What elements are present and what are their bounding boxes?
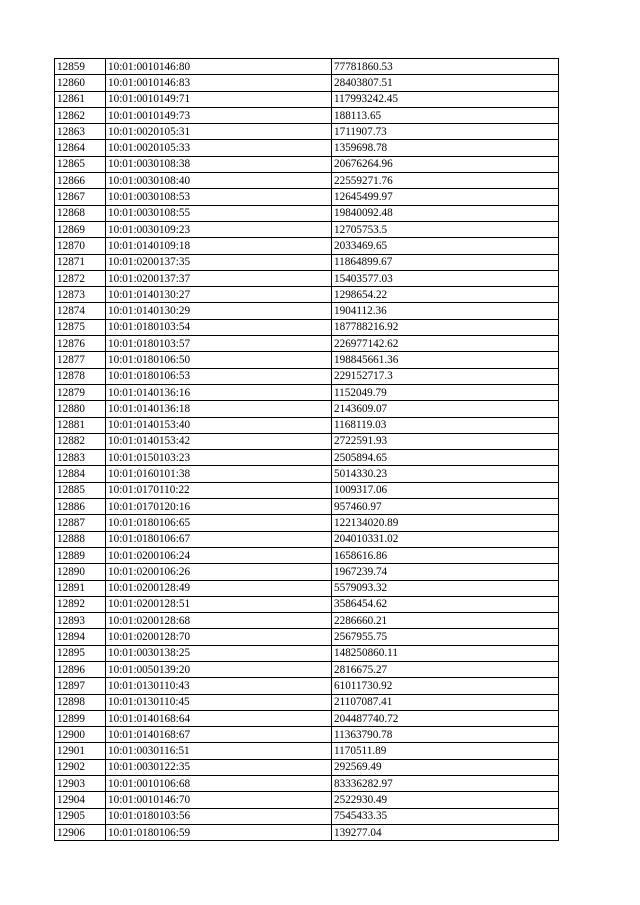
table-row xyxy=(55,401,559,417)
row-number-cell: 12859 xyxy=(55,59,106,75)
table-row xyxy=(55,743,559,759)
cadastral-number-cell: 10:01:0140153:40 xyxy=(106,417,332,433)
value-cell: 7545433.35 xyxy=(332,808,559,824)
row-number-cell: 12875 xyxy=(55,319,106,335)
table-row xyxy=(55,270,559,286)
table-row xyxy=(55,254,559,270)
cadastral-number-cell: 10:01:0010106:68 xyxy=(106,776,332,792)
value-cell: 22559271.76 xyxy=(332,173,559,189)
value-cell: 11864899.67 xyxy=(332,254,559,270)
row-number-cell: 12870 xyxy=(55,238,106,254)
value-cell: 1168119.03 xyxy=(332,417,559,433)
value-cell: 2143609.07 xyxy=(332,401,559,417)
row-number-cell: 12895 xyxy=(55,645,106,661)
cadastral-number-cell: 10:01:0020105:33 xyxy=(106,140,332,156)
cadastral-number-cell: 10:01:0020105:31 xyxy=(106,124,332,140)
value-cell: 1152049.79 xyxy=(332,384,559,400)
value-cell: 2286660.21 xyxy=(332,613,559,629)
row-number-cell: 12896 xyxy=(55,661,106,677)
table-row xyxy=(55,368,559,384)
row-number-cell: 12904 xyxy=(55,792,106,808)
row-number-cell: 12898 xyxy=(55,694,106,710)
value-cell: 1967239.74 xyxy=(332,564,559,580)
cadastral-number-cell: 10:01:0030108:53 xyxy=(106,189,332,205)
table-row xyxy=(55,173,559,189)
row-number-cell: 12884 xyxy=(55,466,106,482)
table-body xyxy=(55,59,559,841)
cadastral-number-cell: 10:01:0140136:18 xyxy=(106,401,332,417)
cadastral-number-cell: 10:01:0010146:83 xyxy=(106,75,332,91)
value-cell: 12705753.5 xyxy=(332,221,559,237)
row-number-cell: 12885 xyxy=(55,482,106,498)
table-row xyxy=(55,580,559,596)
value-cell: 188113.65 xyxy=(332,107,559,123)
table-row xyxy=(55,824,559,840)
table-row xyxy=(55,287,559,303)
table-row xyxy=(55,515,559,531)
table-row xyxy=(55,531,559,547)
table-row xyxy=(55,59,559,75)
cadastral-number-cell: 10:01:0200128:70 xyxy=(106,629,332,645)
row-number-cell: 12871 xyxy=(55,254,106,270)
table-row xyxy=(55,319,559,335)
value-cell: 21107087.41 xyxy=(332,694,559,710)
value-cell: 12645499.97 xyxy=(332,189,559,205)
table-row xyxy=(55,629,559,645)
value-cell: 2567955.75 xyxy=(332,629,559,645)
table-row xyxy=(55,107,559,123)
value-cell: 139277.04 xyxy=(332,824,559,840)
table-row xyxy=(55,450,559,466)
row-number-cell: 12876 xyxy=(55,336,106,352)
table-row xyxy=(55,221,559,237)
row-number-cell: 12883 xyxy=(55,450,106,466)
value-cell: 122134020.89 xyxy=(332,515,559,531)
table-row xyxy=(55,482,559,498)
table-row xyxy=(55,678,559,694)
value-cell: 1298654.22 xyxy=(332,287,559,303)
value-cell: 2033469.65 xyxy=(332,238,559,254)
cadastral-number-cell: 10:01:0030122:35 xyxy=(106,759,332,775)
cadastral-number-cell: 10:01:0180103:57 xyxy=(106,336,332,352)
value-cell: 2816675.27 xyxy=(332,661,559,677)
value-cell: 1904112.36 xyxy=(332,303,559,319)
cadastral-number-cell: 10:01:0140109:18 xyxy=(106,238,332,254)
table-row xyxy=(55,808,559,824)
row-number-cell: 12900 xyxy=(55,727,106,743)
cadastral-number-cell: 10:01:0030108:40 xyxy=(106,173,332,189)
value-cell: 198845661.36 xyxy=(332,352,559,368)
table-row xyxy=(55,661,559,677)
row-number-cell: 12888 xyxy=(55,531,106,547)
table-row xyxy=(55,384,559,400)
row-number-cell: 12866 xyxy=(55,173,106,189)
table-row xyxy=(55,564,559,580)
table-row xyxy=(55,336,559,352)
row-number-cell: 12889 xyxy=(55,547,106,563)
cadastral-number-cell: 10:01:0180106:67 xyxy=(106,531,332,547)
row-number-cell: 12867 xyxy=(55,189,106,205)
cadastral-number-cell: 10:01:0130110:45 xyxy=(106,694,332,710)
row-number-cell: 12861 xyxy=(55,91,106,107)
value-cell: 292569.49 xyxy=(332,759,559,775)
cadastral-number-cell: 10:01:0180106:59 xyxy=(106,824,332,840)
value-cell: 957460.97 xyxy=(332,499,559,515)
value-cell: 61011730.92 xyxy=(332,678,559,694)
row-number-cell: 12882 xyxy=(55,433,106,449)
value-cell: 83336282.97 xyxy=(332,776,559,792)
cadastral-number-cell: 10:01:0150103:23 xyxy=(106,450,332,466)
value-cell: 3586454.62 xyxy=(332,596,559,612)
table-row xyxy=(55,759,559,775)
cadastral-number-cell: 10:01:0050139:20 xyxy=(106,661,332,677)
cadastral-number-cell: 10:01:0170110:22 xyxy=(106,482,332,498)
value-cell: 2522930.49 xyxy=(332,792,559,808)
cadastral-number-cell: 10:01:0130110:43 xyxy=(106,678,332,694)
row-number-cell: 12862 xyxy=(55,107,106,123)
value-cell: 204487740.72 xyxy=(332,710,559,726)
row-number-cell: 12901 xyxy=(55,743,106,759)
row-number-cell: 12903 xyxy=(55,776,106,792)
cadastral-number-cell: 10:01:0180103:54 xyxy=(106,319,332,335)
cadastral-number-cell: 10:01:0180106:50 xyxy=(106,352,332,368)
cadastral-number-cell: 10:01:0140168:67 xyxy=(106,727,332,743)
table-row xyxy=(55,645,559,661)
table-row xyxy=(55,792,559,808)
cadastral-number-cell: 10:01:0200137:37 xyxy=(106,270,332,286)
value-cell: 1009317.06 xyxy=(332,482,559,498)
row-number-cell: 12874 xyxy=(55,303,106,319)
cadastral-number-cell: 10:01:0010149:71 xyxy=(106,91,332,107)
cadastral-number-cell: 10:01:0140168:64 xyxy=(106,710,332,726)
cadastral-number-cell: 10:01:0030116:51 xyxy=(106,743,332,759)
value-cell: 187788216.92 xyxy=(332,319,559,335)
row-number-cell: 12869 xyxy=(55,221,106,237)
table-row xyxy=(55,205,559,221)
row-number-cell: 12887 xyxy=(55,515,106,531)
row-number-cell: 12863 xyxy=(55,124,106,140)
table-row xyxy=(55,124,559,140)
cadastral-number-cell: 10:01:0180106:53 xyxy=(106,368,332,384)
cadastral-number-cell: 10:01:0140130:27 xyxy=(106,287,332,303)
value-cell: 19840092.48 xyxy=(332,205,559,221)
row-number-cell: 12864 xyxy=(55,140,106,156)
table-row xyxy=(55,547,559,563)
cadastral-number-cell: 10:01:0170120:16 xyxy=(106,499,332,515)
table-row xyxy=(55,417,559,433)
row-number-cell: 12868 xyxy=(55,205,106,221)
cadastral-number-cell: 10:01:0010146:80 xyxy=(106,59,332,75)
row-number-cell: 12897 xyxy=(55,678,106,694)
row-number-cell: 12881 xyxy=(55,417,106,433)
value-cell: 20676264.96 xyxy=(332,156,559,172)
cadastral-number-cell: 10:01:0140153:42 xyxy=(106,433,332,449)
table-row xyxy=(55,499,559,515)
cadastral-number-cell: 10:01:0010146:70 xyxy=(106,792,332,808)
value-cell: 2505894.65 xyxy=(332,450,559,466)
cadastral-number-cell: 10:01:0200128:68 xyxy=(106,613,332,629)
value-cell: 77781860.53 xyxy=(332,59,559,75)
cadastral-number-cell: 10:01:0010149:73 xyxy=(106,107,332,123)
row-number-cell: 12860 xyxy=(55,75,106,91)
cadastral-number-cell: 10:01:0200106:24 xyxy=(106,547,332,563)
row-number-cell: 12865 xyxy=(55,156,106,172)
table-row xyxy=(55,91,559,107)
table-row xyxy=(55,596,559,612)
row-number-cell: 12878 xyxy=(55,368,106,384)
table-row xyxy=(55,433,559,449)
value-cell: 1711907.73 xyxy=(332,124,559,140)
value-cell: 204010331.02 xyxy=(332,531,559,547)
cadastral-number-cell: 10:01:0180106:65 xyxy=(106,515,332,531)
cadastral-number-cell: 10:01:0140136:16 xyxy=(106,384,332,400)
cadastral-number-cell: 10:01:0030108:38 xyxy=(106,156,332,172)
cadastral-number-cell: 10:01:0200137:35 xyxy=(106,254,332,270)
row-number-cell: 12880 xyxy=(55,401,106,417)
row-number-cell: 12879 xyxy=(55,384,106,400)
table-row xyxy=(55,352,559,368)
value-cell: 1658616.86 xyxy=(332,547,559,563)
row-number-cell: 12899 xyxy=(55,710,106,726)
row-number-cell: 12873 xyxy=(55,287,106,303)
value-cell: 226977142.62 xyxy=(332,336,559,352)
value-cell: 1170511.89 xyxy=(332,743,559,759)
cadastral-number-cell: 10:01:0180103:56 xyxy=(106,808,332,824)
value-cell: 229152717.3 xyxy=(332,368,559,384)
value-cell: 15403577.03 xyxy=(332,270,559,286)
cadastral-number-cell: 10:01:0200128:51 xyxy=(106,596,332,612)
value-cell: 117993242.45 xyxy=(332,91,559,107)
value-cell: 28403807.51 xyxy=(332,75,559,91)
cadastral-number-cell: 10:01:0160101:38 xyxy=(106,466,332,482)
row-number-cell: 12890 xyxy=(55,564,106,580)
value-cell: 1359698.78 xyxy=(332,140,559,156)
table-row xyxy=(55,156,559,172)
value-cell: 148250860.11 xyxy=(332,645,559,661)
table-row xyxy=(55,189,559,205)
table-row xyxy=(55,238,559,254)
cadastral-number-cell: 10:01:0200106:26 xyxy=(106,564,332,580)
cadastral-number-cell: 10:01:0030108:55 xyxy=(106,205,332,221)
row-number-cell: 12891 xyxy=(55,580,106,596)
table-row xyxy=(55,303,559,319)
cadastral-number-cell: 10:01:0030138:25 xyxy=(106,645,332,661)
row-number-cell: 12906 xyxy=(55,824,106,840)
value-cell: 5579093.32 xyxy=(332,580,559,596)
table-row xyxy=(55,140,559,156)
table-row xyxy=(55,710,559,726)
row-number-cell: 12905 xyxy=(55,808,106,824)
table-row xyxy=(55,466,559,482)
value-cell: 5014330.23 xyxy=(332,466,559,482)
row-number-cell: 12886 xyxy=(55,499,106,515)
row-number-cell: 12872 xyxy=(55,270,106,286)
row-number-cell: 12902 xyxy=(55,759,106,775)
table-row xyxy=(55,75,559,91)
row-number-cell: 12893 xyxy=(55,613,106,629)
cadastral-number-cell: 10:01:0200128:49 xyxy=(106,580,332,596)
row-number-cell: 12877 xyxy=(55,352,106,368)
table-row xyxy=(55,694,559,710)
value-cell: 2722591.93 xyxy=(332,433,559,449)
table-row xyxy=(55,727,559,743)
cadastral-number-cell: 10:01:0140130:29 xyxy=(106,303,332,319)
row-number-cell: 12894 xyxy=(55,629,106,645)
table-row xyxy=(55,776,559,792)
value-cell: 11363790.78 xyxy=(332,727,559,743)
row-number-cell: 12892 xyxy=(55,596,106,612)
cadastral-value-table xyxy=(54,58,559,841)
cadastral-number-cell: 10:01:0030109:23 xyxy=(106,221,332,237)
table-row xyxy=(55,613,559,629)
